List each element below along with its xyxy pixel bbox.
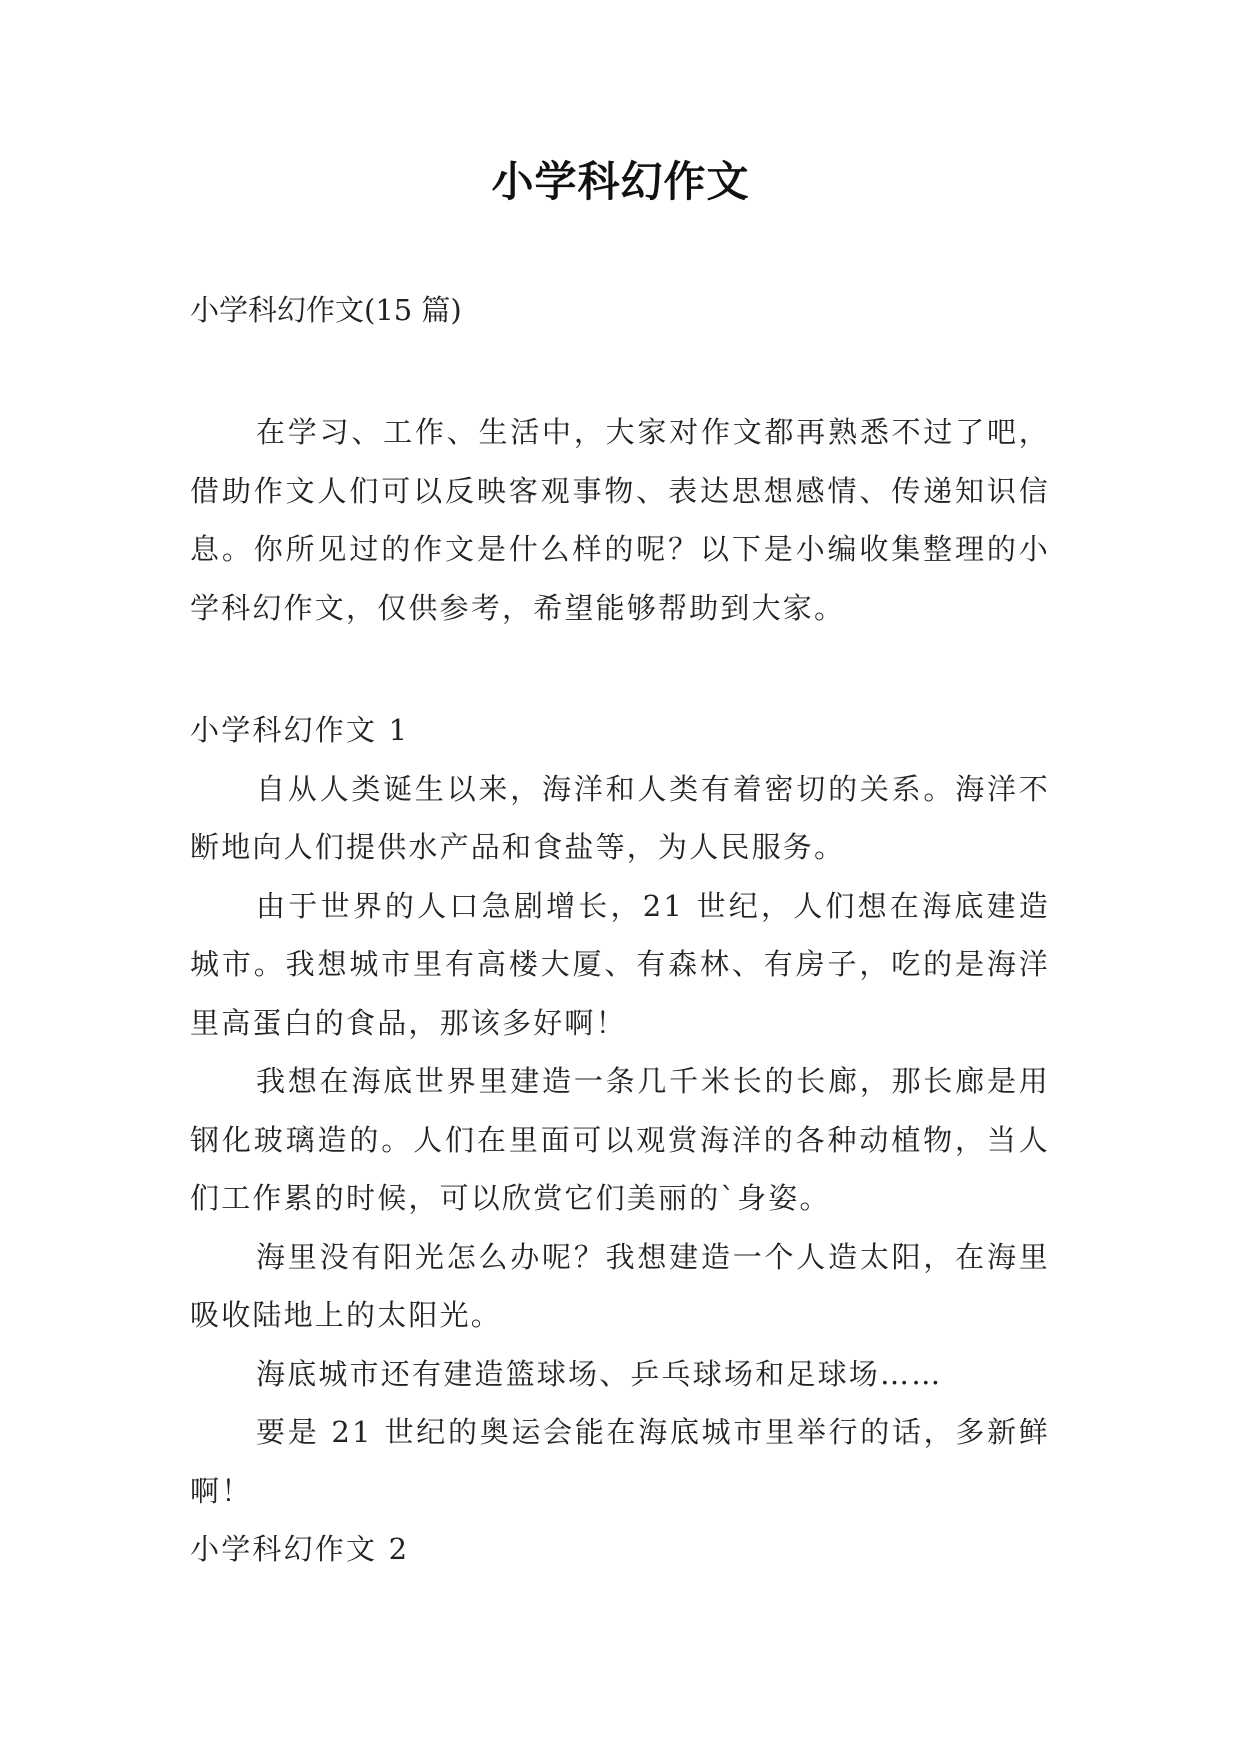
essay-1-heading: 小学科幻作文 1 xyxy=(190,713,410,747)
intro-section xyxy=(190,403,1050,637)
essay-2-heading: 小学科幻作文 2 xyxy=(190,1532,410,1566)
essay-1-paragraph: 要是 21 世纪的奥运会能在海底城市里举行的话，多新鲜啊！ xyxy=(190,1415,1050,1508)
essay-1-paragraph: 我想在海底世界里建造一条几千米长的长廊，那长廊是用钢化玻璃造的。人们在里面可以观赏海洋的各种动植物，当人们工作累的时候，可以欣赏它们美丽的`身姿。 xyxy=(190,1064,1050,1215)
intro-paragraph: 在学习、工作、生活中，大家对作文都再熟悉不过了吧，借助作文人们可以反映客观事物、表达思想感情、传递知识信息。你所见过的作文是什么样的呢？以下是小编收集整理的小学科幻作文，仅供参考，希望能够帮助到大家。 xyxy=(190,415,1050,625)
essay-1-paragraph: 海里没有阳光怎么办呢？我想建造一个人造太阳，在海里吸收陆地上的太阳光。 xyxy=(190,1239,1050,1332)
essay-1-paragraph: 海底城市还有建造篮球场、乒乓球场和足球场…… xyxy=(256,1356,943,1391)
page-title: 小学科幻作文 xyxy=(491,157,750,206)
essay-1-paragraph: 由于世界的人口急剧增长，21 世纪，人们想在海底建造城市。我想城市里有高楼大厦、有森林、有房子，吃的是海洋里高蛋白的食品，那该多好啊！ xyxy=(190,888,1050,1040)
essay-section xyxy=(190,701,1050,1579)
document-subtitle: 小学科幻作文(15 篇) xyxy=(190,293,462,327)
essay-1-paragraph: 自从人类诞生以来，海洋和人类有着密切的关系。海洋不断地向人们提供水产品和食盐等，为人民服务。 xyxy=(190,771,1050,864)
